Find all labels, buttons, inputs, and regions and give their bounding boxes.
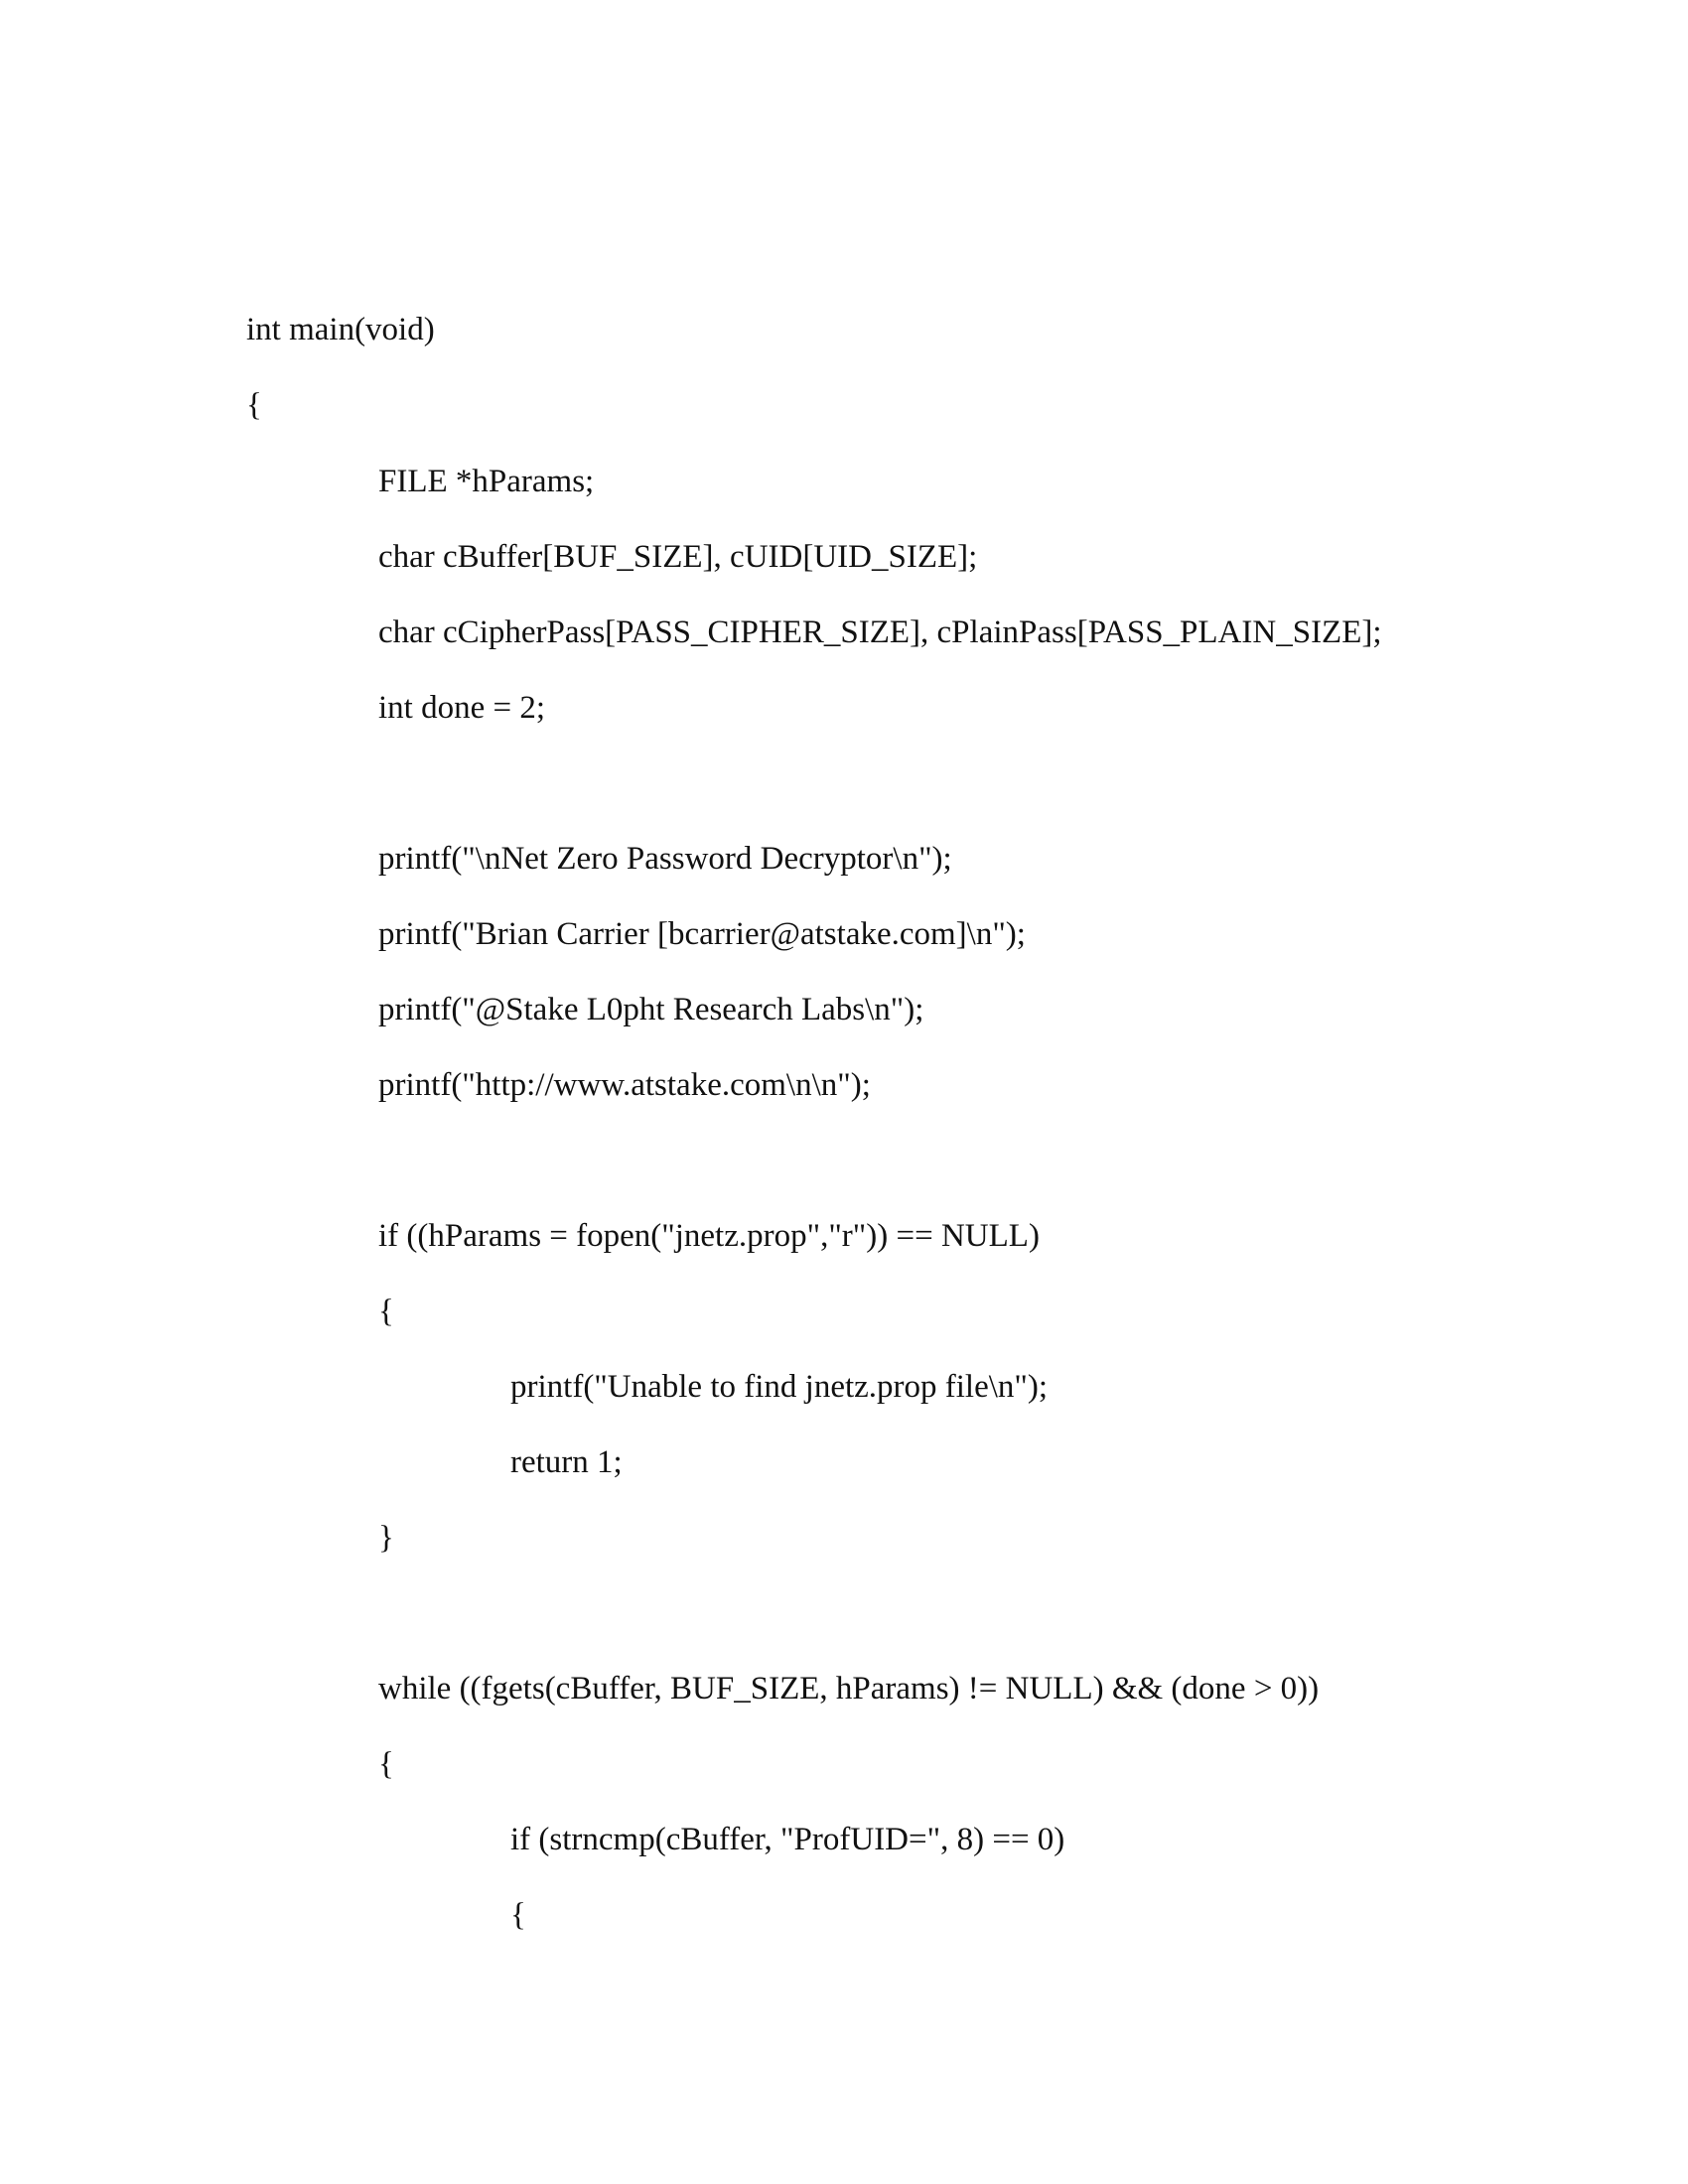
code-line: printf("Brian Carrier [bcarrier@atstake.com]\n"); (378, 916, 1026, 952)
code-line: printf("@Stake L0pht Research Labs\n"); (378, 992, 924, 1027)
code-line: { (246, 387, 262, 423)
code-line: { (378, 1294, 394, 1329)
code-line: } (378, 1520, 394, 1556)
code-line: while ((fgets(cBuffer, BUF_SIZE, hParams) != NULL) && (done > 0)) (378, 1671, 1320, 1706)
code-line: char cCipherPass[PASS_CIPHER_SIZE], cPlainPass[PASS_PLAIN_SIZE]; (378, 614, 1382, 650)
code-line: { (378, 1746, 394, 1782)
code-line: char cBuffer[BUF_SIZE], cUID[UID_SIZE]; (378, 539, 978, 575)
code-line: printf("http://www.atstake.com\n\n"); (378, 1067, 871, 1103)
code-line: int main(void) (246, 312, 435, 347)
code-line: if ((hParams = fopen("jnetz.prop","r")) == NULL) (378, 1218, 1040, 1254)
code-line: printf("\nNet Zero Password Decryptor\n"); (378, 841, 952, 877)
code-line: FILE *hParams; (378, 464, 595, 499)
code-line: if (strncmp(cBuffer, "ProfUID=", 8) == 0) (510, 1822, 1065, 1857)
code-line: { (510, 1897, 526, 1933)
code-line: return 1; (510, 1444, 623, 1480)
code-line: int done = 2; (378, 690, 546, 726)
code-line: printf("Unable to find jnetz.prop file\n"); (510, 1369, 1049, 1405)
